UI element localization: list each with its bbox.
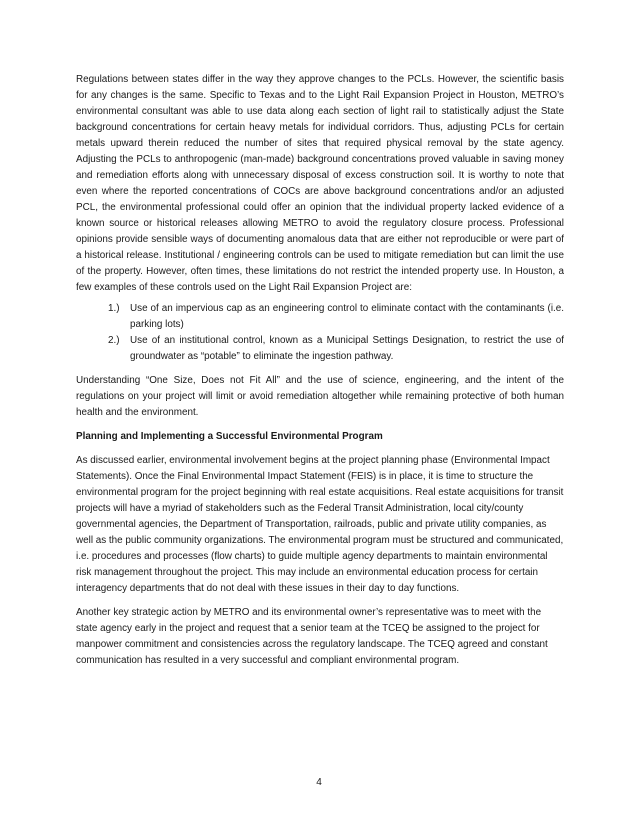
list-item-text: Use of an institutional control, known as a Municipal Settings Designation, to restrict the use of groundwater as “potable” to eliminate the ingestion pathway. xyxy=(130,335,564,362)
list-item xyxy=(76,333,564,365)
section-heading: Planning and Implementing a Successful Environmental Program xyxy=(76,431,383,442)
paragraph-planning: As discussed earlier, environmental involvement begins at the project planning phase (Environmental Impact Statements). Once the Final Environmental Impact Statement (FEIS) is in place, it is time to structure the environmental program for the project beginning with real estate acquisitions. Real estate acquisitions for transit projects will have a myriad of stakeholders such as the Federal Transit Administration, local city/county governmental agencies, the Department of Transportation, railroads, public and private utility companies, as well as the public community organizations. The environmental program must be structured and communicated, i.e. procedures and processes (flow charts) to guide multiple agency departments to maintain environmental risk management throughout the project. This may include an environmental education process for certain interagency departments that do not deal with these issues in their day to day functions. xyxy=(76,455,564,594)
paragraph-pcl-regulations: Regulations between states differ in the way they approve changes to the PCLs. However, the scientific basis for any changes is the same. Specific to Texas and to the Light Rail Expansion Project in Houston, METRO’s environmental consultant was able to use data along each section of light rail to statistically adjust the State background concentrations for certain heavy metals for individual corridors. Thus, adjusting PCLs for certain metals upward therein reduced the number of sites that required physical removal by the state agency. Adjusting the PCLs to anthropogenic (man-made) background concentrations proved valuable in saving money and remediation efforts along with unnecessary disposal of excess construction soil. It is worthy to note that even where the reported concentrations of COCs are above background concentrations and/or an adjusted PCL, the environmental professional could offer an opinion that the individual property lacked evidence of a known source or historical releases allowing METRO to avoid the regulatory closure process. Professional opinions provide sensible ways of documenting anomalous data that are either not reproducible or were part of a historical release. Institutional / engineering controls can be used to mitigate remediation but can limit the use of the property. However, often times, these limitations do not restrict the intended property use. In Houston, a few examples of these controls used on the Light Rail Expansion Project are: xyxy=(76,74,564,293)
page-number: 4 xyxy=(316,777,322,788)
list-item-number: 2.) xyxy=(108,335,120,346)
paragraph-one-size: Understanding “One Size, Does not Fit All” and the use of science, engineering, and the intent of the regulations on your project will limit or avoid remediation altogether while remaining protective of both human health and the environment. xyxy=(76,375,564,418)
list-item-number: 1.) xyxy=(108,303,120,314)
paragraph-strategic-action: Another key strategic action by METRO and its environmental owner’s representative was to meet with the state agency early in the project and request that a senior team at the TCEQ be assigned to the project for manpower commitment and consistencies across the regulatory landscape. The TCEQ agreed and constant communication has resulted in a very successful and compliant environmental program. xyxy=(76,607,548,666)
list-item-text: Use of an impervious cap as an engineering control to eliminate contact with the contaminants (i.e. parking lots) xyxy=(130,303,564,330)
controls-list xyxy=(76,301,564,365)
list-item xyxy=(76,301,564,333)
document-body xyxy=(76,72,564,669)
